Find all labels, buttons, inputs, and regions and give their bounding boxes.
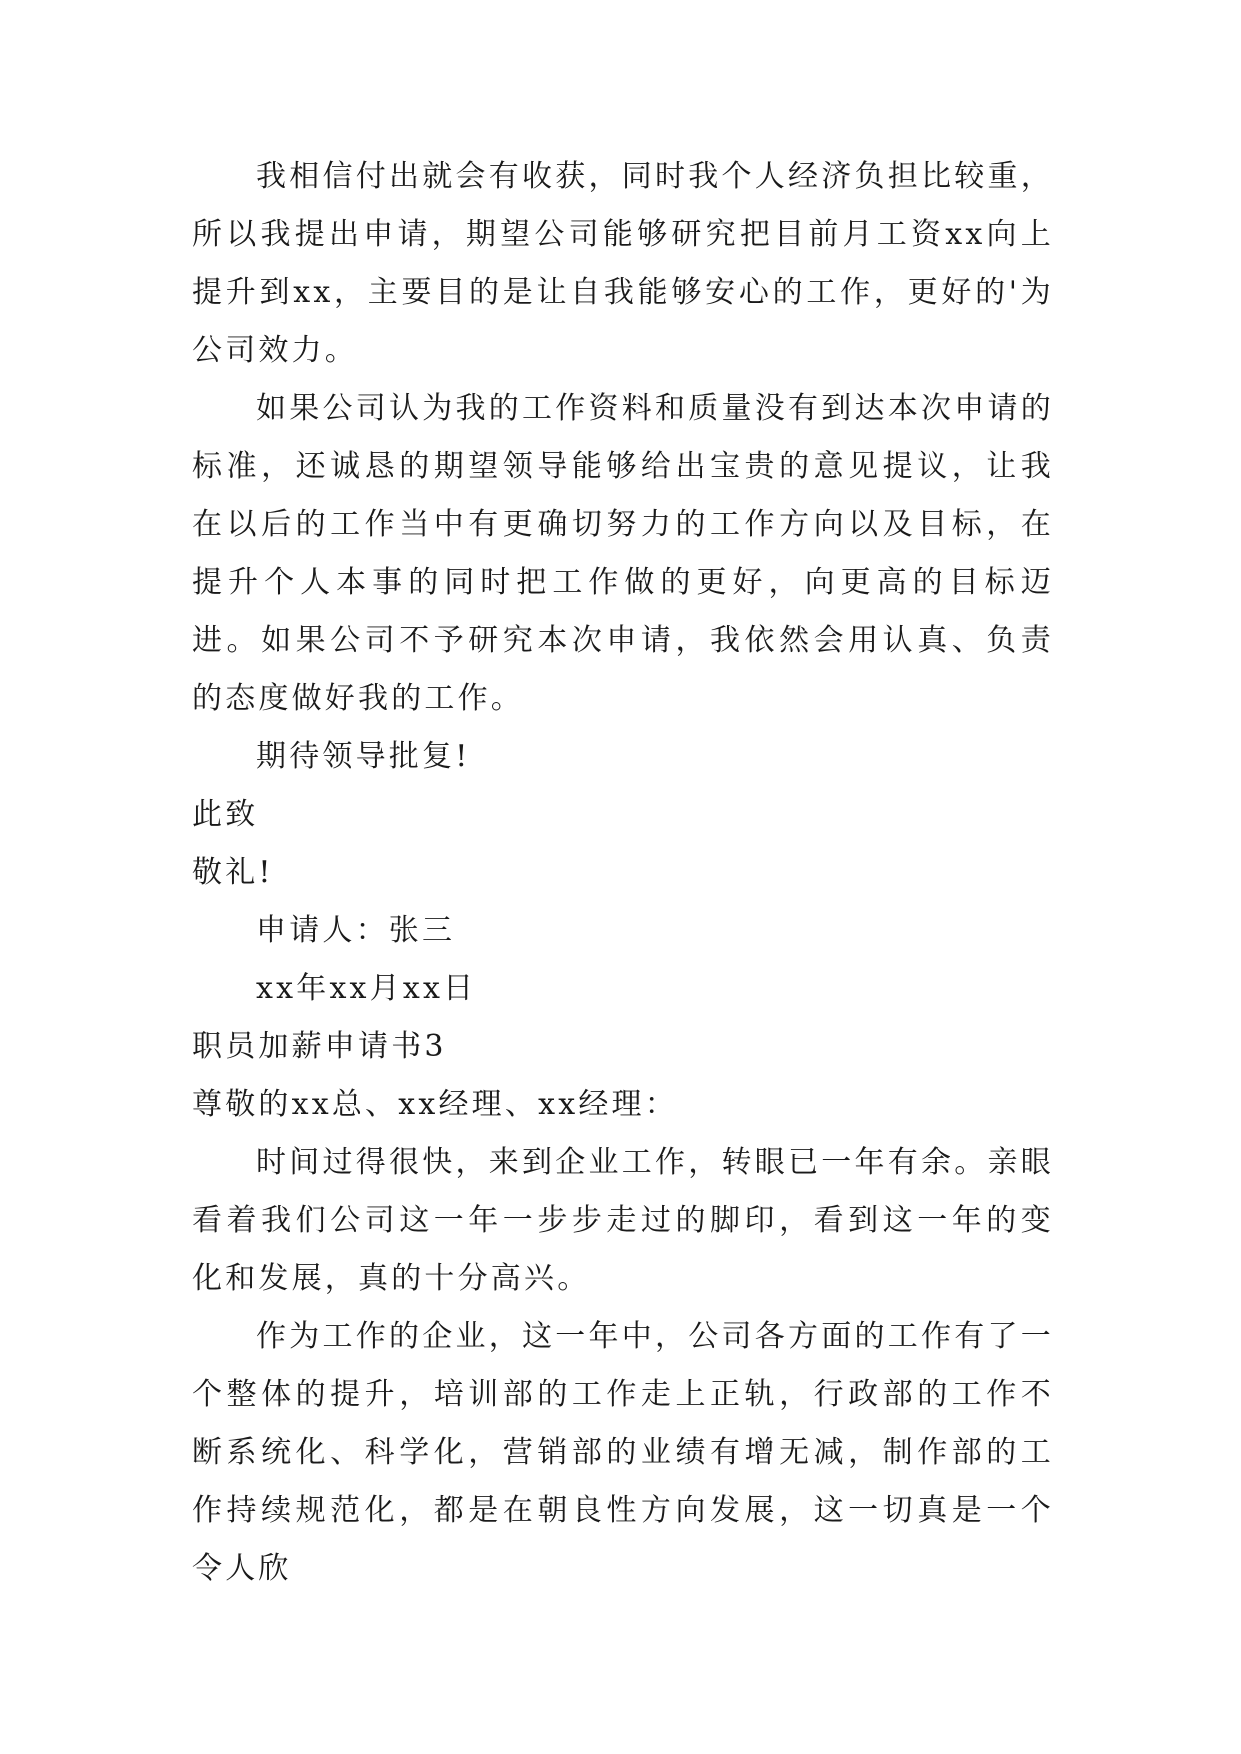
paragraph-salary-request: 我相信付出就会有收获，同时我个人经济负担比较重，所以我提出申请，期望公司能够研究把目前月工资xx向上提升到xx，主要目的是让自我能够安心的工作，更好的'为公司效力。 xyxy=(192,159,1054,368)
paragraph-time-passes: 时间过得很快，来到企业工作，转眼已一年有余。亲眼看着我们公司这一年一步步走过的脚印，看到这一年的变化和发展，真的十分高兴。 xyxy=(192,1145,1054,1296)
paragraph-await-reply: 期待领导批复! xyxy=(256,739,471,774)
salutation: 尊敬的xx总、xx经理、xx经理： xyxy=(192,1087,678,1122)
signature-date: xx年xx月xx日 xyxy=(256,971,477,1006)
applicant-signature: 申请人：张三 xyxy=(256,913,456,948)
paragraph-feedback-request: 如果公司认为我的工作资料和质量没有到达本次申请的标准，还诚恳的期望领导能够给出宝贵的意见提议，让我在以后的工作当中有更确切努力的工作方向以及目标，在提升个人本事的同时把工作做的更好，向更高的目标迈进。如果公司不予研究本次申请，我依然会用认真、负责的态度做好我的工作。 xyxy=(192,391,1054,716)
section-title: 职员加薪申请书3 xyxy=(192,1029,447,1064)
closing-line-2: 敬礼! xyxy=(192,855,274,890)
document-page xyxy=(192,148,1054,1598)
closing-line-1: 此致 xyxy=(192,797,259,832)
paragraph-company-progress: 作为工作的企业，这一年中，公司各方面的工作有了一个整体的提升，培训部的工作走上正轨，行政部的工作不断系统化、科学化，营销部的业绩有增无减，制作部的工作持续规范化，都是在朝良性方向发展，这一切真是一个令人欣 xyxy=(192,1319,1054,1586)
